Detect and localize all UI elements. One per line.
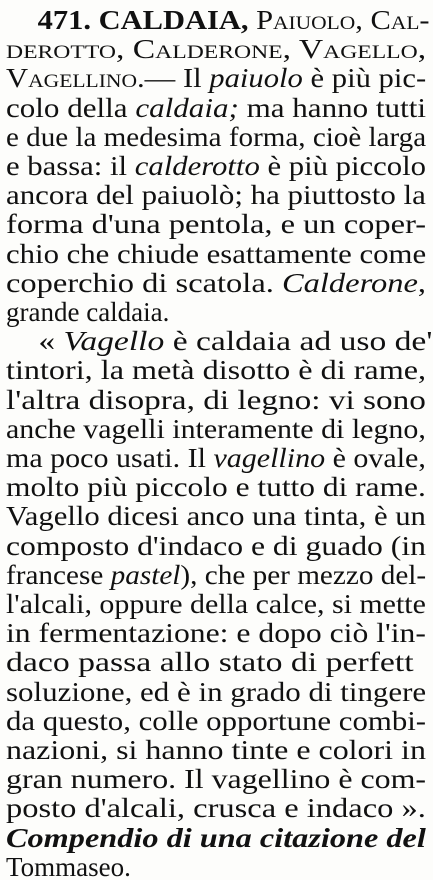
text-segment: — Il [144,63,210,94]
text-segment: Calderone [281,267,418,298]
text-segment: nazioni, si hanno tinte e colori in [6,735,426,765]
text-segment: daco passa allo stato di perfett [6,647,414,678]
text-segment: , [417,267,427,298]
text-segment: Vagellino. [6,63,145,94]
text-segment: è più piccolo [259,151,427,181]
text-segment: anche vagelli interamente di legno, [6,413,426,444]
text-segment: pastel [110,559,181,590]
text-segment: soluzione, ed è in grado di tingere [6,676,427,707]
text-segment: gran numero. Il vagellino è com- [6,764,427,795]
text-segment: ma poco usati. Il [6,443,214,473]
text-segment: è caldaia ad uso de' [164,326,433,357]
text-segment: l'alcali, oppure della calce, si mette [6,589,426,619]
text-line [6,849,426,885]
text-segment: e due la medesima forma, cioè larga [6,121,427,152]
text-segment: ma hanno tutti [238,92,426,123]
text-segment: l'altra disopra, di legno: vi sono [6,384,426,415]
text-segment: 471. [37,5,99,35]
text-segment: CALDAIA, [98,5,257,35]
text-segment: è più pic- [302,63,427,94]
text-segment: francese [6,559,111,590]
text-segment: è ovale, [325,443,426,473]
text-segment: ), che per mezzo del- [180,559,427,590]
text-segment: posto d'alcali, crusca e indaco ». [6,793,426,824]
text-segment: Vagello dicesi anco una tinta, è un [6,501,426,532]
text-segment: in fermentazione: e dopo ciò l'in- [6,618,426,649]
text-segment: calderotto [134,151,260,181]
text-segment: tintori, la metà disotto è di rame, [6,355,427,386]
text-segment: ancora del paiuolò; ha piuttosto la [6,180,426,211]
text-segment: Vagello [63,326,165,357]
text-segment: « [38,326,64,357]
text-segment: paiuolo [209,63,303,94]
text-segment: e bassa: il [6,151,135,181]
text-segment: Paiuolo, Cal- [256,5,430,35]
text-segment: chio che chiude esattamente come [6,238,427,269]
text-segment: forma d'una pentola, e un coper- [6,209,427,240]
text-segment: Compendio di una citazione del [6,822,426,853]
text-segment: da questo, colle opportune combi- [6,705,427,736]
text-segment: caldaia; [135,92,239,123]
text-segment: molto più piccolo e tutto di rame. [6,472,426,503]
text-segment: derotto, Calderone, Vagello, [6,34,427,65]
text-segment: colo della [6,92,136,123]
text-segment: coperchio di scatola. [6,267,282,298]
text-segment: composto d'indaco e di guado (in [6,530,426,561]
text-segment: grande caldaia. [6,297,170,327]
text-segment: vagellino [213,443,326,473]
text-segment: Tommaseo. [6,851,131,882]
